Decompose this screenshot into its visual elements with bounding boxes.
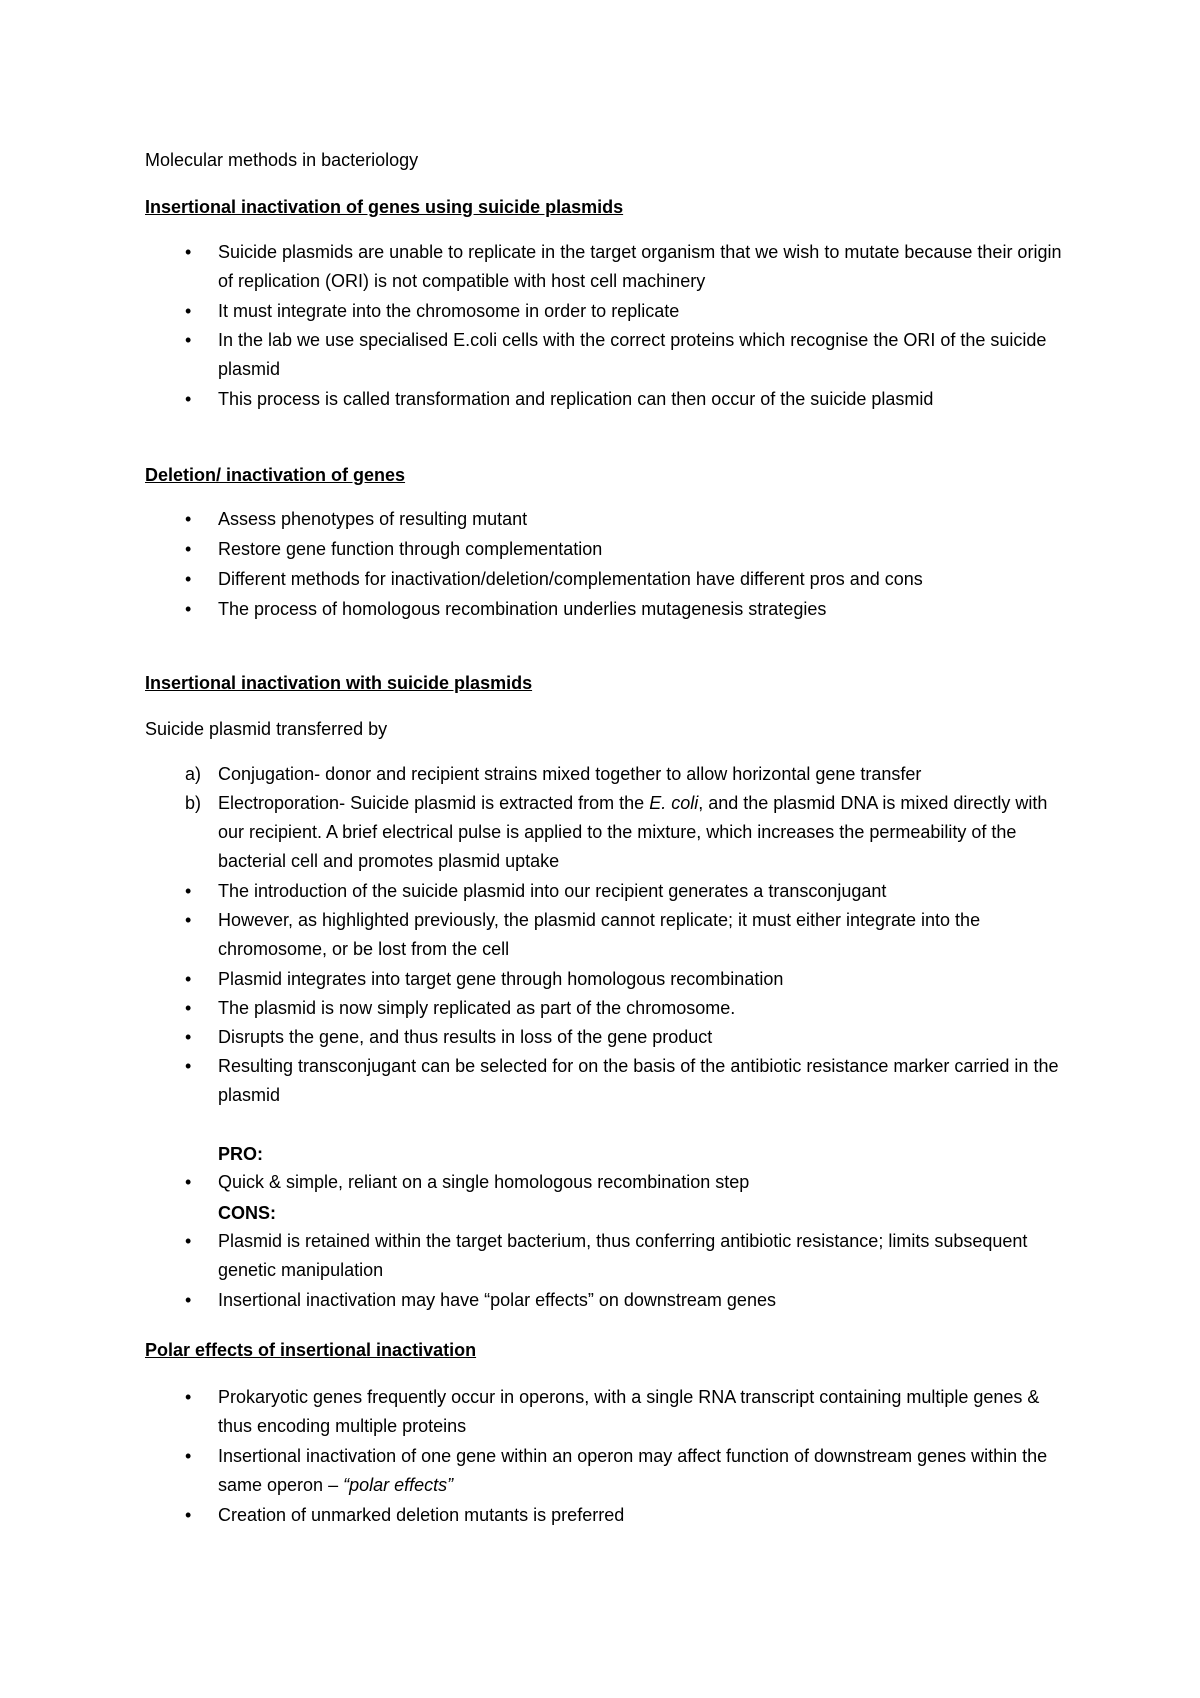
list-item-text: Disrupts the gene, and thus results in loss of the gene product bbox=[218, 1027, 713, 1047]
bullet-icon bbox=[185, 906, 215, 935]
list-item-text: It must integrate into the chromosome in order to replicate bbox=[218, 301, 680, 321]
cons-label-row bbox=[145, 1202, 276, 1224]
list-item-text: Quick & simple, reliant on a single homologous recombination step bbox=[218, 1172, 750, 1192]
bullet-icon bbox=[185, 385, 215, 414]
text-segment: , and the plasmid DNA is mixed directly with our recipient. A brief electrical pulse is applied to the mixture, which increases the permeability of the bacterial cell and promotes plasmid uptake bbox=[218, 793, 1048, 871]
section-heading: Insertional inactivation of genes using suicide plasmids bbox=[145, 197, 624, 217]
list-item-text: In the lab we use specialised E.coli cells with the correct proteins which recognise the ORI of the suicide plasmid bbox=[218, 330, 1047, 379]
list-item-text: Conjugation- donor and recipient strains mixed together to allow horizontal gene transfer bbox=[218, 764, 922, 784]
bullet-icon bbox=[185, 965, 215, 994]
bullet-icon bbox=[185, 238, 215, 267]
section-heading: Polar effects of insertional inactivation bbox=[145, 1340, 477, 1360]
bullet-icon bbox=[185, 297, 215, 326]
list-item-text: Assess phenotypes of resulting mutant bbox=[218, 509, 528, 529]
pro-label: PRO: bbox=[218, 1144, 263, 1164]
list-item-text: The introduction of the suicide plasmid into our recipient generates a transconjugant bbox=[218, 881, 887, 901]
list-item-text: Plasmid integrates into target gene through homologous recombination bbox=[218, 969, 784, 989]
section-heading: Deletion/ inactivation of genes bbox=[145, 465, 406, 485]
pro-label-row bbox=[145, 1143, 263, 1165]
list-item-text: Creation of unmarked deletion mutants is preferred bbox=[218, 1505, 625, 1525]
list-item-text: However, as highlighted previously, the plasmid cannot replicate; it must either integrate into the chromosome, or be lost from the cell bbox=[218, 910, 981, 959]
italic-term: “polar effects” bbox=[343, 1475, 454, 1495]
bullet-icon bbox=[185, 1023, 215, 1052]
list-item-text: Plasmid is retained within the target bacterium, thus conferring antibiotic resistance; limits subsequent genetic manipulation bbox=[218, 1231, 1028, 1280]
bullet-icon bbox=[185, 1286, 215, 1315]
bullet-icon bbox=[185, 535, 215, 564]
bullet-icon bbox=[185, 1501, 215, 1530]
list-marker: a) bbox=[185, 764, 202, 784]
list-item-text bbox=[218, 789, 1078, 876]
section-heading: Insertional inactivation with suicide plasmids bbox=[145, 673, 533, 693]
list-item-text: Resulting transconjugant can be selected for on the basis of the antibiotic resistance marker carried in the plasmid bbox=[218, 1056, 1059, 1105]
bullet-icon bbox=[185, 1383, 215, 1412]
bullet-icon bbox=[185, 326, 215, 355]
list-item-text: The process of homologous recombination underlies mutagenesis strategies bbox=[218, 599, 827, 619]
bullet-icon bbox=[185, 994, 215, 1023]
list-marker: b) bbox=[185, 793, 202, 813]
bullet-icon bbox=[185, 595, 215, 624]
list-item-text: Suicide plasmids are unable to replicate in the target organism that we wish to mutate because their origin of replication (ORI) is not compatible with host cell machinery bbox=[218, 242, 1062, 291]
list-item-text: The plasmid is now simply replicated as part of the chromosome. bbox=[218, 998, 736, 1018]
list-item-text: Insertional inactivation may have “polar effects” on downstream genes bbox=[218, 1290, 776, 1310]
bullet-icon bbox=[185, 1227, 215, 1256]
bullet-icon bbox=[185, 877, 215, 906]
list-item-text bbox=[218, 1442, 1078, 1500]
section-intro: Suicide plasmid transferred by bbox=[145, 719, 388, 739]
list-item-text: Prokaryotic genes frequently occur in operons, with a single RNA transcript containing multiple genes & thus encoding multiple proteins bbox=[218, 1387, 1040, 1436]
list-item-text: Different methods for inactivation/deletion/complementation have different pros and cons bbox=[218, 569, 923, 589]
italic-term: E. coli bbox=[649, 793, 699, 813]
text-segment: Electroporation- Suicide plasmid is extracted from the bbox=[218, 793, 650, 813]
bullet-icon bbox=[185, 1168, 215, 1197]
list-item-text: This process is called transformation and replication can then occur of the suicide plasmid bbox=[218, 389, 934, 409]
bullet-icon bbox=[185, 1052, 215, 1081]
text-segment: Insertional inactivation of one gene within an operon may affect function of downstream genes within the same operon – bbox=[218, 1446, 1048, 1495]
bullet-icon bbox=[185, 1442, 215, 1471]
document-title: Molecular methods in bacteriology bbox=[145, 150, 419, 170]
list-item-text: Restore gene function through complementation bbox=[218, 539, 603, 559]
bullet-icon bbox=[185, 505, 215, 534]
bullet-icon bbox=[185, 565, 215, 594]
cons-label: CONS: bbox=[218, 1203, 276, 1223]
